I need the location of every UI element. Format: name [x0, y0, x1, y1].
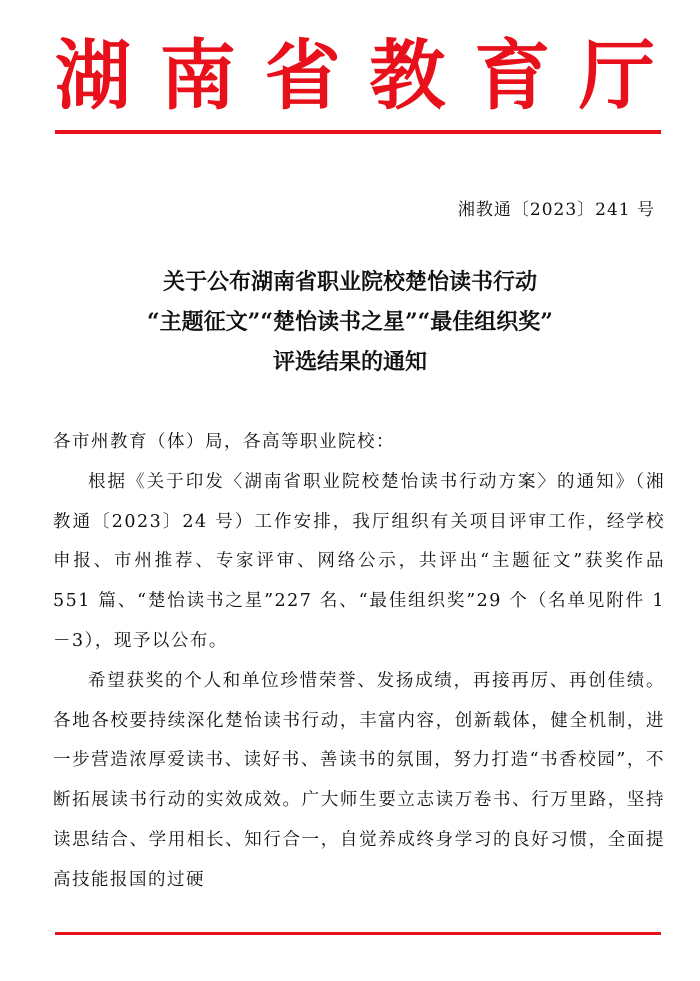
- header-char: 厅: [578, 31, 655, 120]
- title-line-2: “主题征文”“楚怡读书之星”“最佳组织奖”: [147, 309, 553, 335]
- header-char: 省: [264, 31, 341, 120]
- issuing-authority-header: [55, 28, 655, 124]
- title-line-1: 关于公布湖南省职业院校楚怡读书行动: [162, 269, 537, 295]
- footer-red-rule: [55, 932, 661, 935]
- document-body: [53, 423, 665, 901]
- salutation: 各市州教育（体）局，各高等职业院校：: [53, 432, 395, 452]
- header-char: 湖: [55, 31, 131, 120]
- header-red-rule: [55, 130, 661, 134]
- header-char: 育: [474, 31, 551, 120]
- title-line-3: 评选结果的通知: [272, 349, 427, 375]
- body-paragraph-2: 希望获奖的个人和单位珍惜荣誉、发扬成绩，再接再厉、再创佳绩。各地各校要持续深化楚怡读书行动，丰富内容，创新载体，健全机制，进一步营造浓厚爱读书、读好书、善读书的氛围，努力打造“书香校园”，不断拓展读书行动的实效成效。广大师生要立志读万卷书、行万里路，坚持读思结合、学用相长、知行合一，自觉养成终身学习的良好习惯，全面提高技能报国的过硬: [53, 670, 665, 890]
- document-number: 湘教通〔2023〕241 号: [457, 200, 655, 220]
- document-title: [40, 262, 660, 382]
- body-paragraph-1: 根据《关于印发〈湖南省职业院校楚怡读书行动方案〉的通知》（湘教通〔2023〕24 号）工作安排，我厅组织有关项目评审工作，经学校申报、市州推荐、专家评审、网络公示，共评出“主题征文”获奖作品 551 篇、“楚怡读书之星”227 名、“最佳组织奖”29 个（名单见附件 1－3），现予以公布。: [53, 471, 665, 651]
- header-char: 教: [369, 31, 446, 120]
- header-char: 南: [159, 31, 236, 120]
